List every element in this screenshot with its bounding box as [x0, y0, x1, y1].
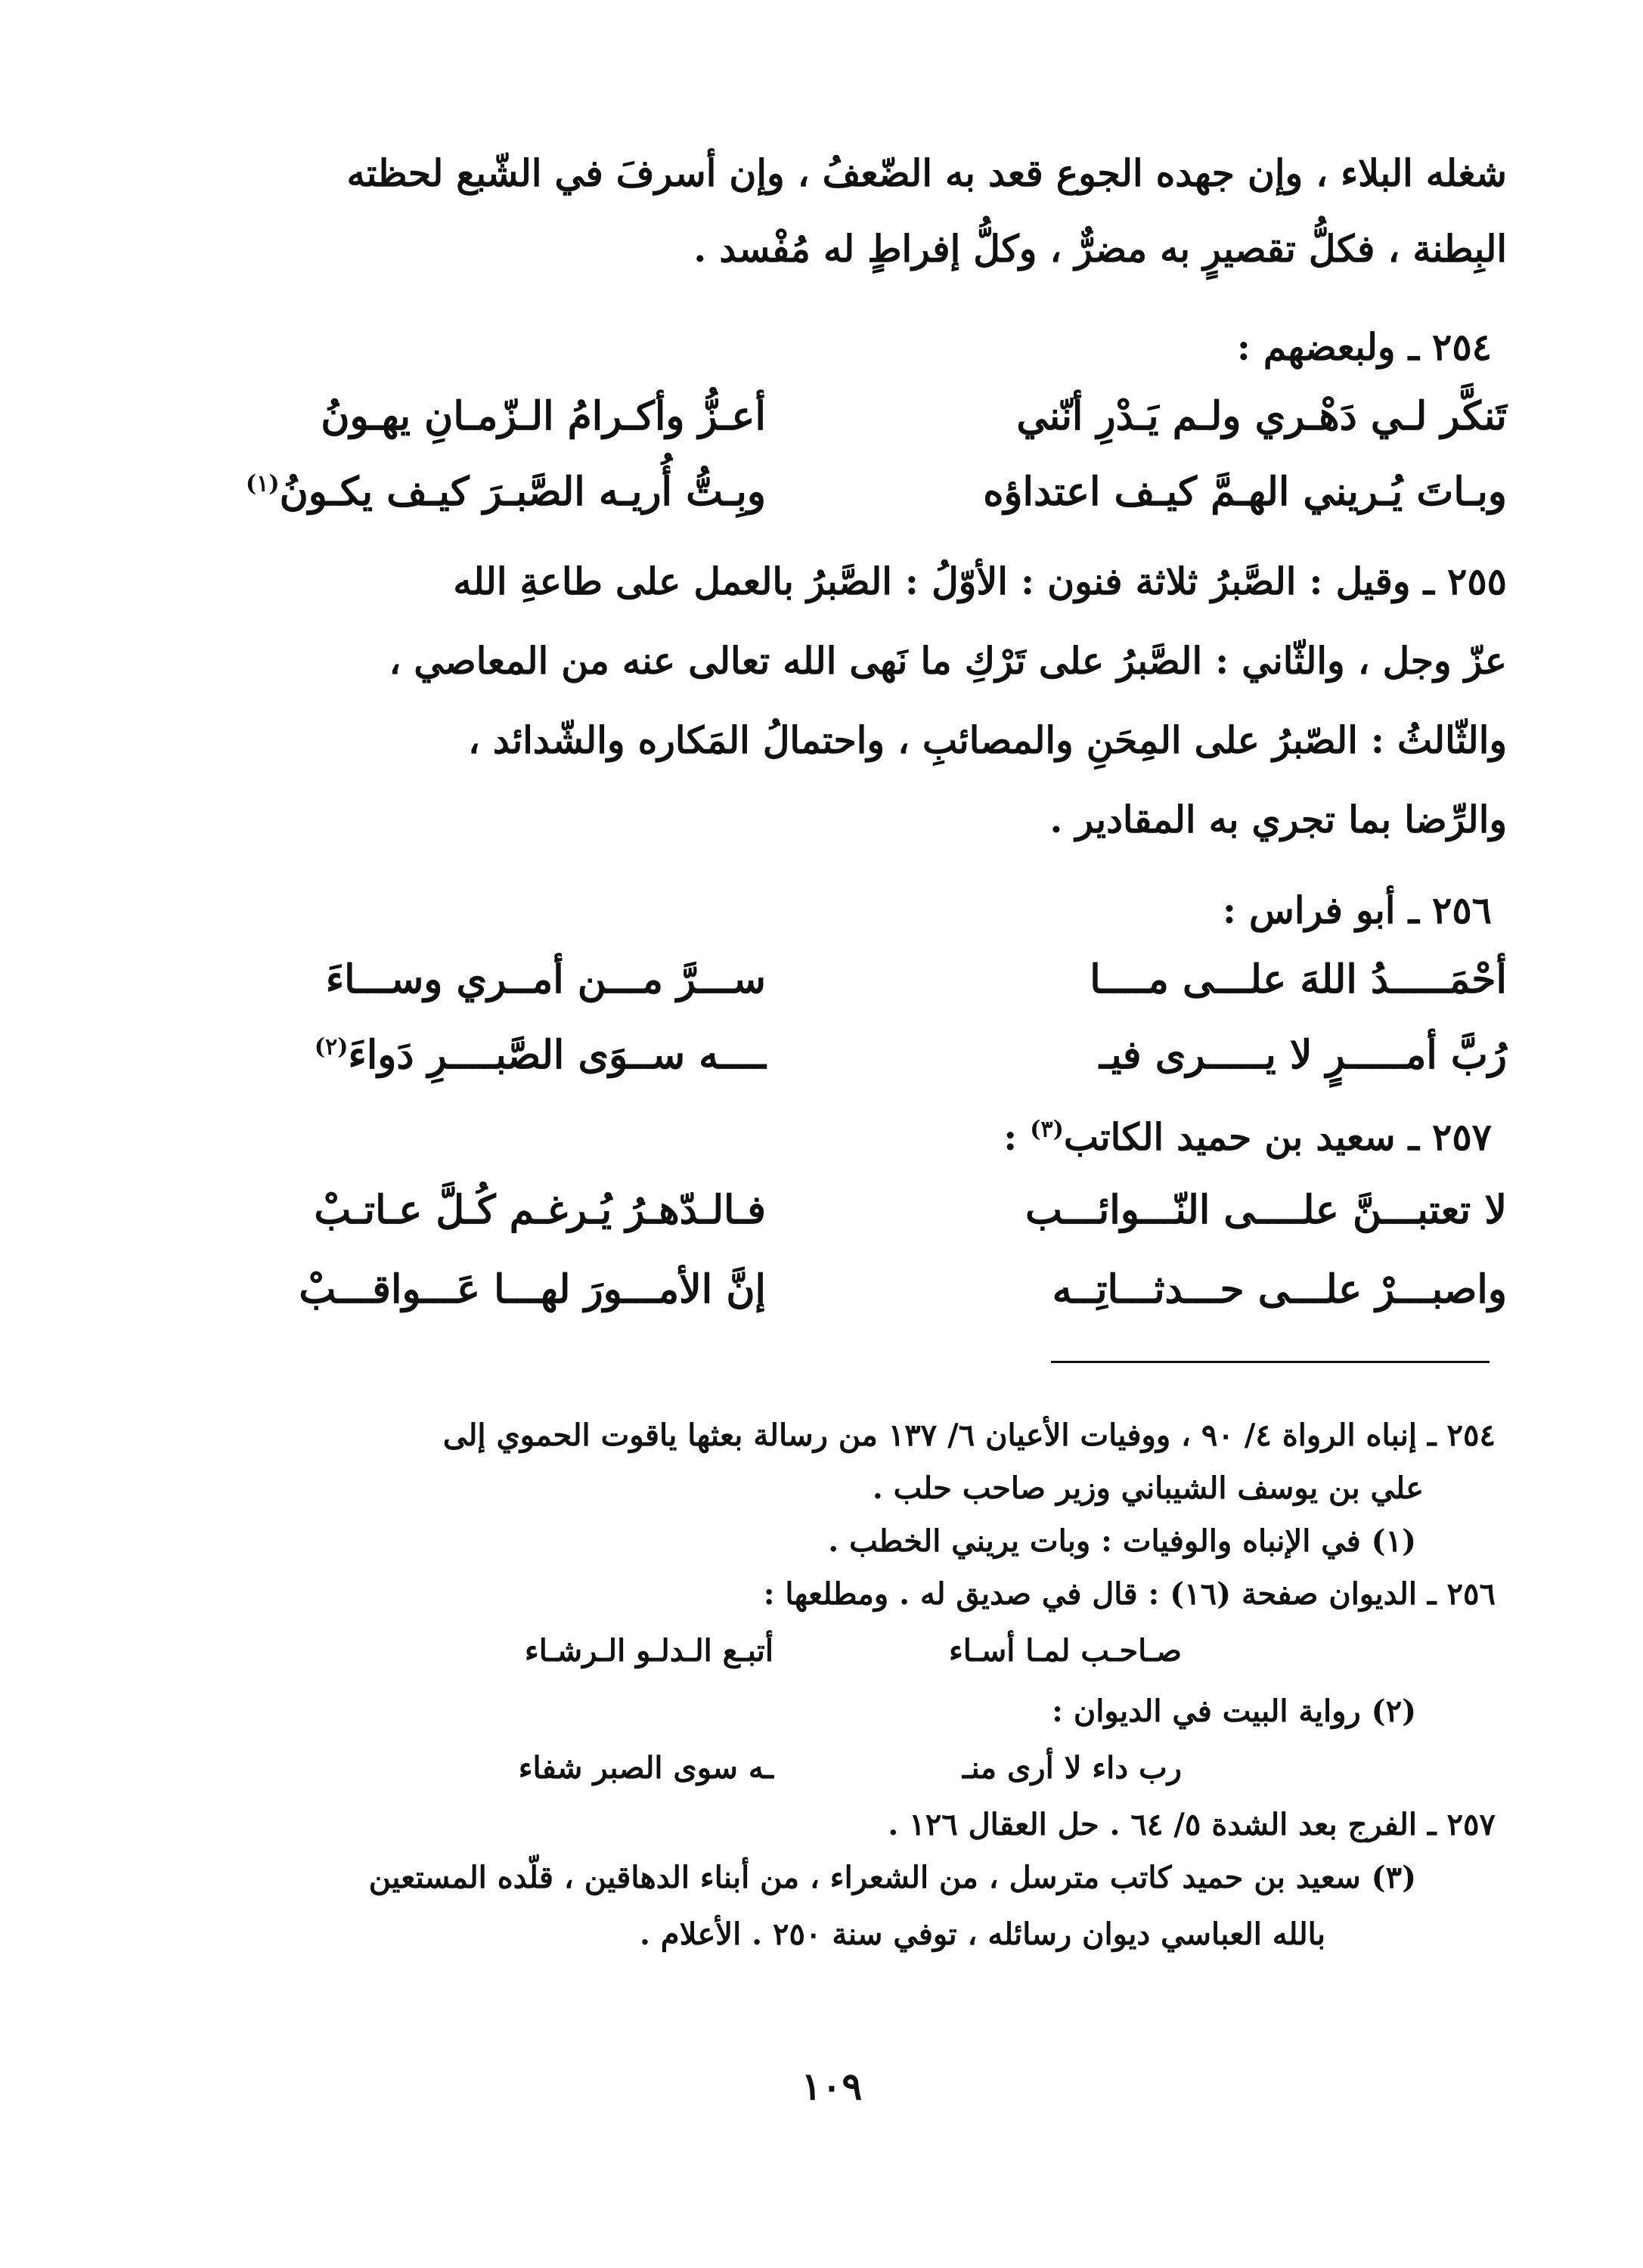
footnote-254-line-2: علي بن يوسف الشيباني وزير صاحب حلب .: [872, 1470, 1424, 1506]
footnote-256-verse-first: صـاحـب لمـا أسـاء: [948, 1633, 1182, 1668]
verse-257-1-second-hemistich: فـالـدّهـرُ يُـرغـم كُـلَّ عـاتـبْ: [314, 1187, 766, 1233]
verse-256-2-second-hemistich: [131, 1032, 766, 1078]
footnote-2-verse-second: ـه سوى الصبر شفاء: [518, 1750, 773, 1786]
footnote-ref-2: (٢): [314, 1033, 349, 1061]
entry-256-heading: ٢٥٦ ـ أبو فراس :: [1222, 888, 1492, 932]
footnote-254-line-1: ٢٥٤ ـ إنباه الرواة ٤/ ٩٠ ، ووفيات الأعيان ٦/ ١٣٧ من رسالة بعثها ياقوت الحموي إلى: [442, 1418, 1496, 1453]
footnote-2-verse-first: رب داء لا أرى منـ: [962, 1750, 1182, 1786]
verse-257-2-second-hemistich: إنَّ الأمـــورَ لهـــا عَـــواقـــبْ: [299, 1266, 766, 1312]
verse-254-2-text: وبِـتُّ أُريـه الصَّبـرَ كيـف يكـونُ: [279, 469, 766, 515]
footnote-256-line-1: ٢٥٦ ـ الديوان صفحة (١٦) : قال في صديق له . ومطلعها :: [763, 1576, 1496, 1612]
intro-line-2: البِطنة ، فكلُّ تقصيرٍ به مضرٌّ ، وكلُّ إفراطٍ له مُفْسد .: [693, 227, 1507, 271]
entry-254-heading: ٢٥٤ ـ ولبعضهم :: [1236, 325, 1492, 369]
verse-256-1-first-hemistich: أحْمَـــــدُ اللهَ علـــى مــــا: [1090, 956, 1507, 1002]
footnote-1: (١) في الإنباه والوفيات : وبات يريني الخطب .: [828, 1523, 1416, 1559]
entry-255-line-1: ٢٥٥ ـ وقيل : الصَّبرُ ثلاثة فنون : الأوّلُ : الصَّبرُ بالعمل على طاعةِ الله: [453, 559, 1507, 603]
entry-255-line-3: والثّالثُ : الصّبرُ على المِحَنِ والمصائبِ ، واحتمالُ المَكاره والشّدائد ،: [468, 718, 1507, 762]
footnote-3-line-2: بالله العباسي ديوان رسائله ، توفي سنة ٢٥٠ . الأعلام .: [639, 1916, 1325, 1952]
footnote-2-line-1: (٢) رواية البيت في الديوان :: [1052, 1693, 1416, 1729]
footnote-divider: [1051, 1361, 1490, 1363]
intro-line-1: شغله البلاء ، وإن جهده الجوع قعد به الضّعفُ ، وإن أسرفَ في الشّبع لحظته: [346, 151, 1507, 195]
verse-256-2-first-hemistich: رُبَّ أمـــــرٍ لا يـــــرى فيـ: [1099, 1032, 1507, 1078]
verse-256-1-second-hemistich: ســـرَّ مـــن أمــري وســـاءَ: [325, 956, 766, 1002]
verse-254-2: [131, 469, 1507, 529]
entry-255-line-4: والرِّضا بما تجري به المقادير .: [1049, 798, 1507, 841]
verse-254-2-second-hemistich: [131, 469, 766, 515]
verse-256-2-text: ــــه ســوَى الصَّبــــرِ دَواءَ: [348, 1032, 766, 1078]
verse-254-1-first-hemistich: تَنكَّر لـي دَهْـري ولـم يَـدْرِ أنّني: [1016, 393, 1507, 439]
verse-257-1-first-hemistich: لا تعتبـــنَّ علــــى النّـــوائـــب: [1025, 1187, 1507, 1233]
footnote-ref-1: (١): [246, 470, 280, 497]
footnote-ref-3: (٣): [1030, 1116, 1064, 1143]
verse-254-2-first-hemistich: وبـاتَ يُـريني الهـمَّ كيـف اعتداؤه: [983, 469, 1507, 515]
entry-257-heading: [116, 1115, 1492, 1159]
entry-257-heading-text: ٢٥٧ ـ سعيد بن حميد الكاتب: [1063, 1115, 1492, 1159]
verse-254-1-second-hemistich: أعـزُّ وأكـرامُ الـزّمـانِ يهـونُ: [321, 393, 766, 439]
footnote-256-verse-second: أتبـع الـدلـو الـرشـاء: [524, 1633, 773, 1668]
verse-257-2-first-hemistich: واصبـــرْ علـــى حـــدثـــاتِــه: [1052, 1266, 1507, 1312]
page-number: ١٠٩: [801, 2064, 863, 2108]
entry-255-line-2: عزّ وجل ، والثّاني : الصَّبرُ على تَرْكِ ما نَهى الله تعالى عنه من المعاصي ،: [389, 639, 1507, 683]
verse-257-2: [131, 1266, 1507, 1327]
entry-257-heading-colon: :: [1003, 1115, 1031, 1159]
verse-256-2: [131, 1032, 1507, 1092]
verse-257-1: [131, 1187, 1507, 1247]
verse-254-1: [131, 393, 1507, 454]
footnote-3-line-1: (٣) سعيد بن حميد كاتب مترسل ، من الشعراء ، من أبناء الدهاقين ، قلّده المستعين: [368, 1860, 1416, 1895]
footnote-257-line-1: ٢٥٧ ـ الفرج بعد الشدة ٥/ ٦٤ . حل العقال ١٢٦ .: [888, 1807, 1496, 1842]
verse-256-1: [131, 956, 1507, 1017]
